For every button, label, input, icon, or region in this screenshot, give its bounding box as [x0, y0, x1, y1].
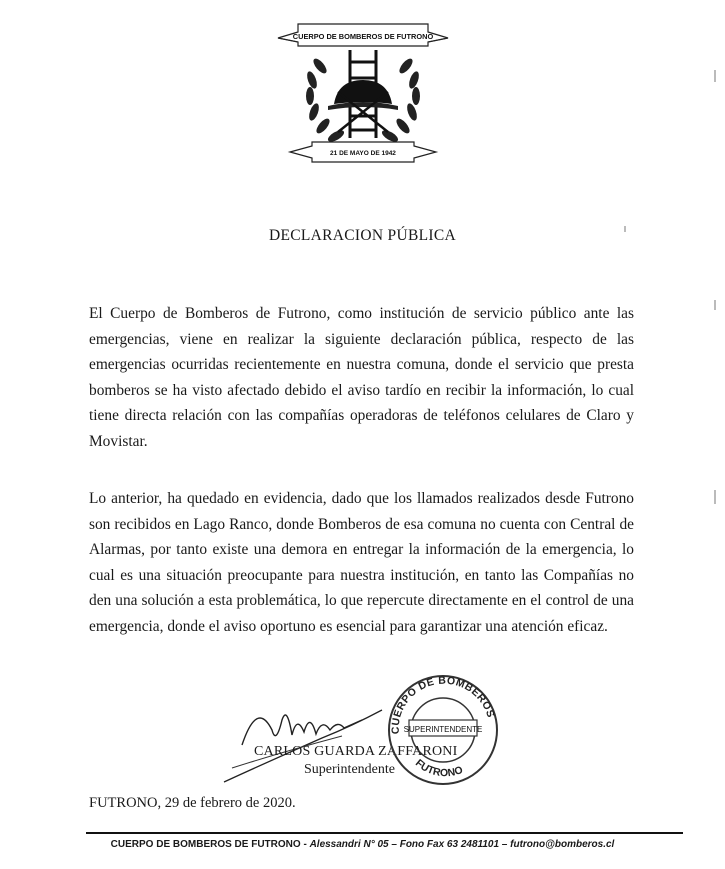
paragraph-1: El Cuerpo de Bomberos de Futrono, como institución de servicio público ante las emergencias, viene en realizar la siguiente declaración pública, respecto de las emergencias ocurridas recientemente en nuestra comuna, donde el servicio que presta bomberos se ha visto afectado debido el aviso tardío en recibir la información, lo cual tiene directa relación con las compañías operadoras de teléfonos celulares de Claro y Movistar.	[89, 305, 634, 450]
scan-artifact	[714, 70, 716, 82]
scan-artifact	[714, 300, 716, 310]
stamp-ring-top: CUERPO DE BOMBEROS	[389, 674, 497, 735]
signatory-name: CARLOS GUARDA ZAFFARONI	[254, 744, 458, 759]
scan-artifact	[714, 490, 716, 504]
logo-banner-bottom: 21 DE MAYO DE 1942	[330, 150, 396, 157]
footer-contact	[0, 839, 725, 850]
scan-artifact	[624, 226, 626, 232]
official-stamp	[385, 672, 500, 787]
paragraph-2: Lo anterior, ha quedado en evidencia, dado que los llamados realizados desde Futrono son recibidos en Lago Ranco, donde Bomberos de esa comuna no cuenta con Central de Alarmas, por tanto existe una demora en entregar la información de la emergencia, lo cual es una situación preocupante para nuestra institución, en tanto las Compañías no den una solución a esta problemática, lo que repercute directamente en el control de una emergencia, donde el aviso oportuno es esencial para garantizar una atención eficaz.	[89, 490, 634, 635]
document-title: DECLARACION PÚBLICA	[269, 227, 456, 244]
footer-divider	[86, 832, 683, 834]
stamp-center: SUPERINTENDENTE	[403, 725, 483, 734]
stamp-ring-bottom: FUTRONO	[412, 757, 465, 780]
logo-banner-top: CUERPO DE BOMBEROS DE FUTRONO	[292, 32, 434, 41]
date-line: FUTRONO, 29 de febrero de 2020.	[89, 795, 296, 811]
footer-details: Alessandri N° 05 – Fono Fax 63 2481101 – futrono@bomberos.cl	[309, 839, 615, 850]
svg-text:FUTRONO	[413, 757, 464, 779]
signatory-role: Superintendente	[304, 762, 395, 777]
fire-brigade-logo	[268, 20, 458, 170]
footer-org: CUERPO DE BOMBEROS DE FUTRONO -	[110, 839, 307, 850]
